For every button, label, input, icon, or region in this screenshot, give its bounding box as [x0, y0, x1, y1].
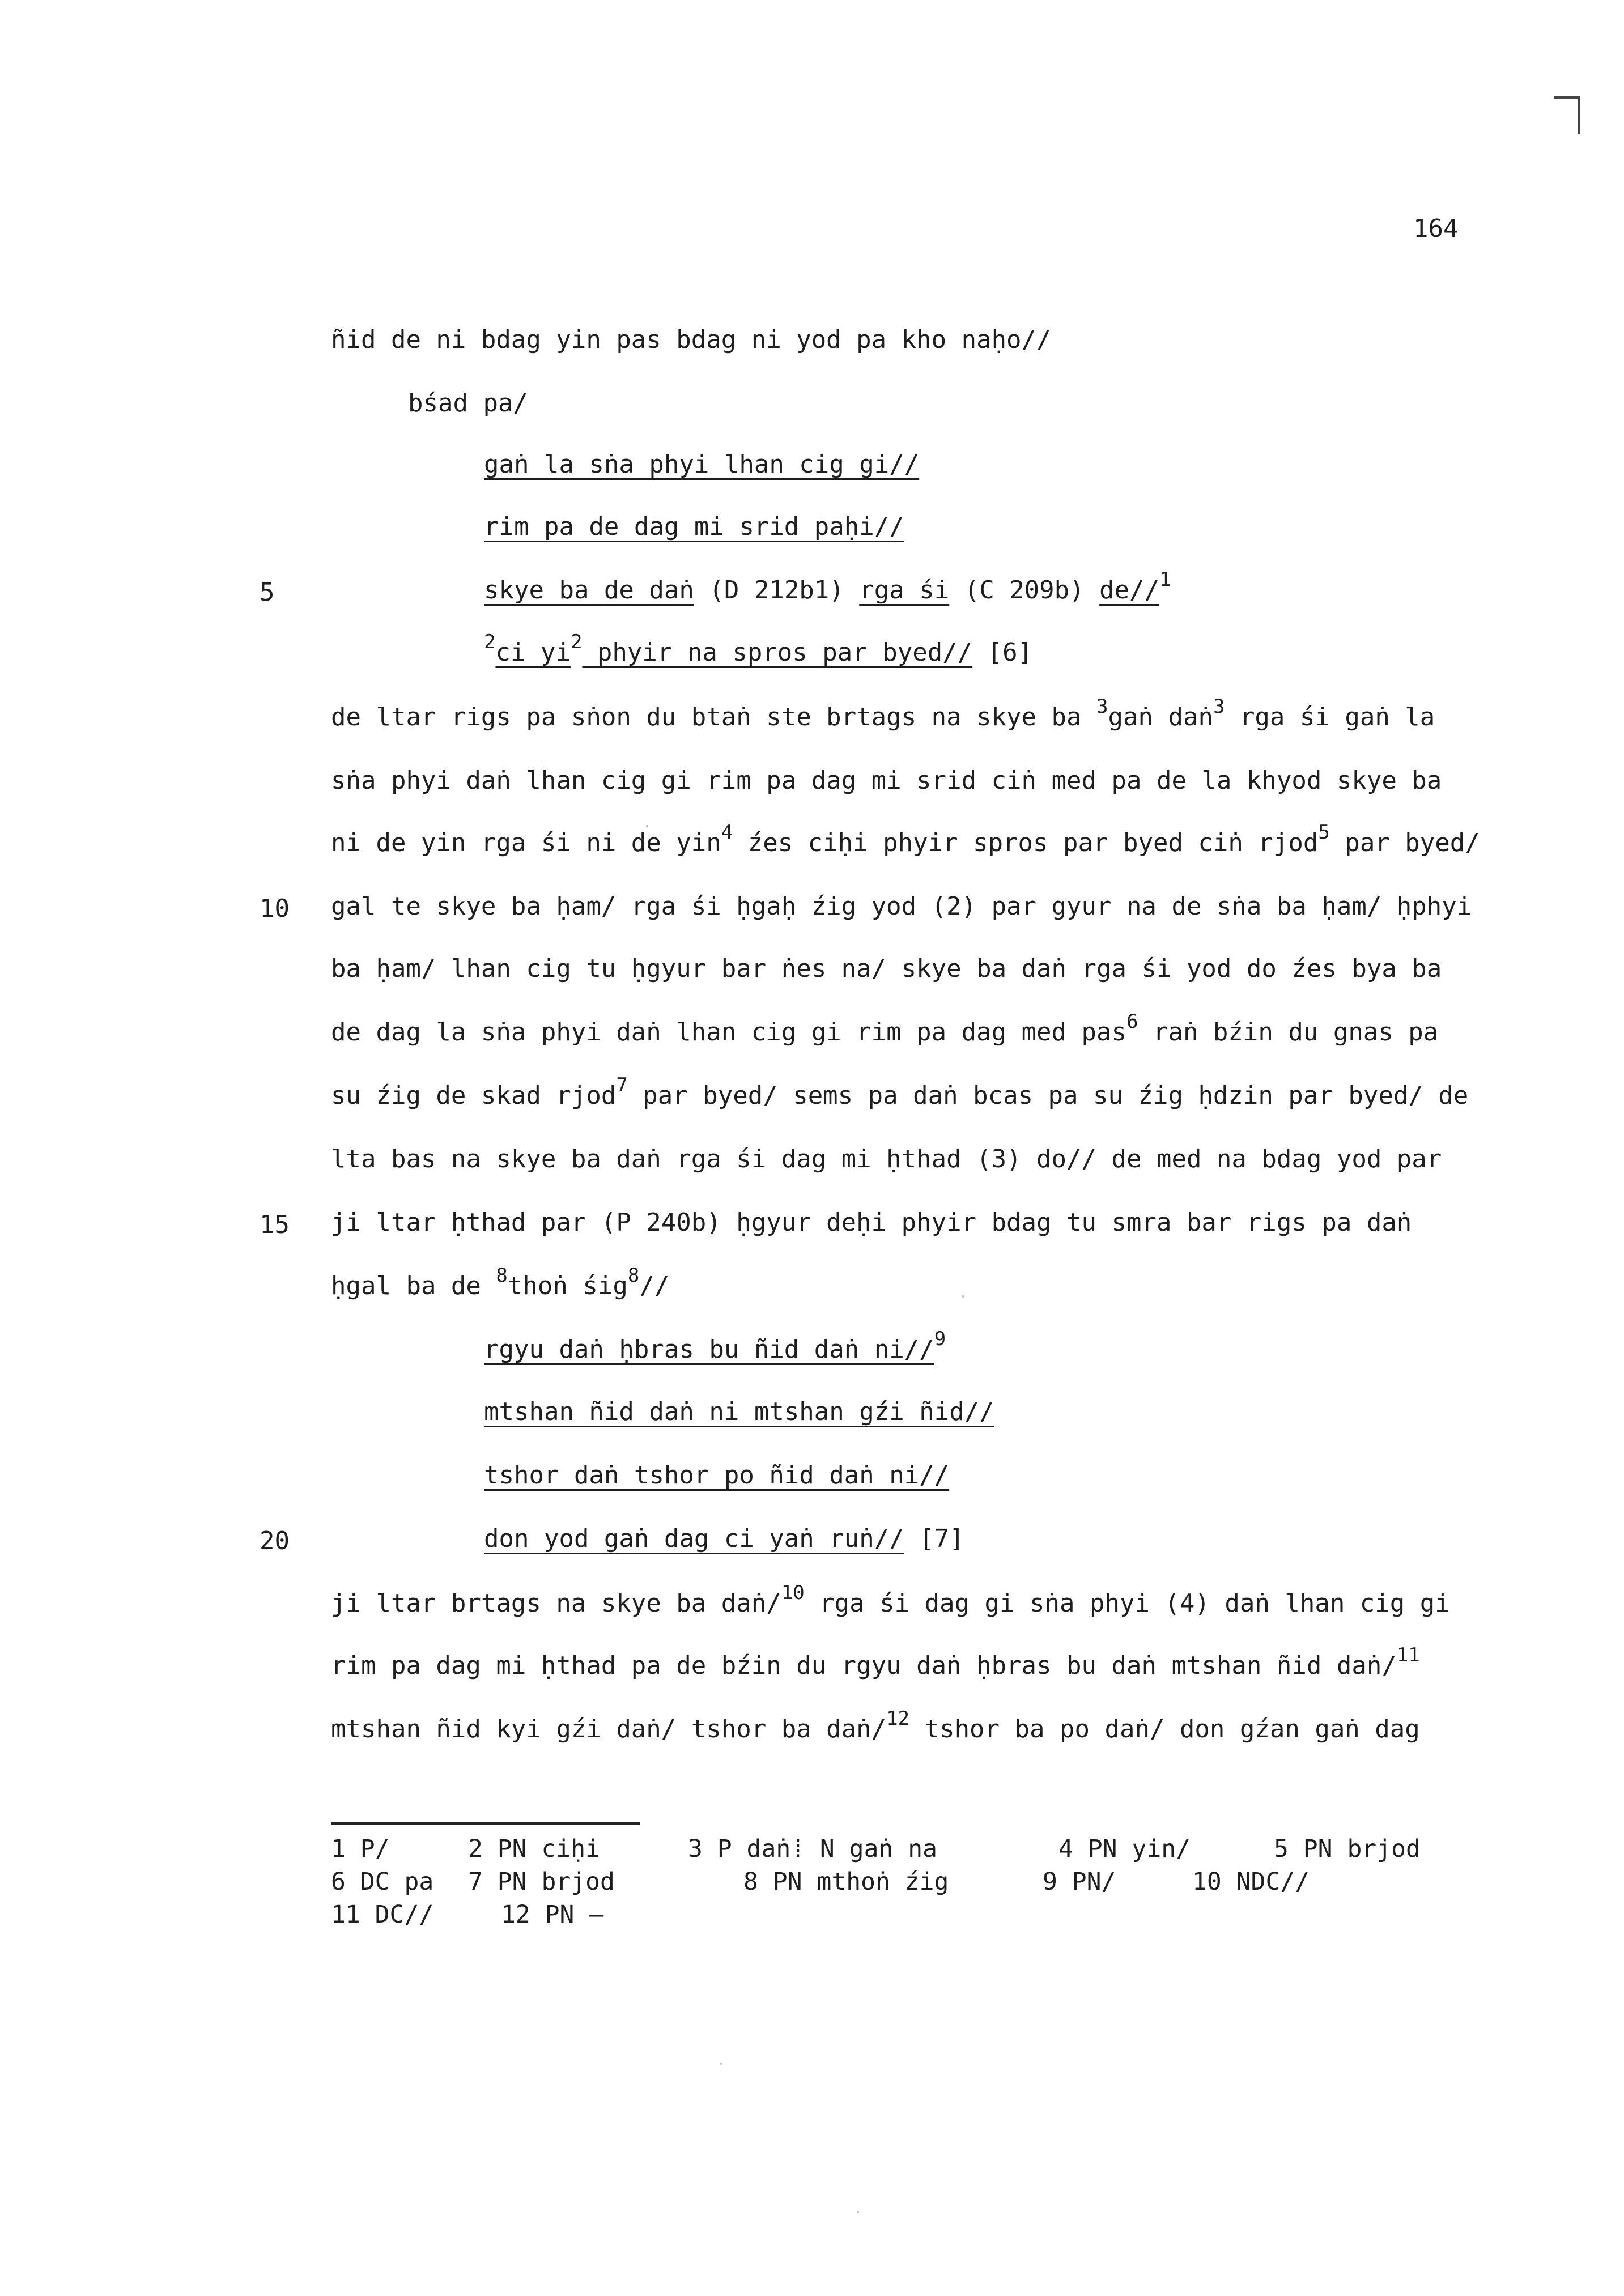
footnote-row	[331, 1900, 604, 2000]
text-line: gal te skye ba ḥam/ rga śi ḥgaḥ źig yod (2) par gyur na de sṅa ba ḥam/ ḥphyi	[331, 892, 1472, 921]
verse-line: rgyu daṅ ḥbras bu ñid daṅ ni//$^9$	[484, 1328, 946, 1364]
verse-line: tshor daṅ tshor po ñid daṅ ni//	[484, 1461, 950, 1490]
footnote-ref: 8	[496, 1264, 508, 1287]
footnote: 5 PN brjod	[1274, 1835, 1421, 1863]
text-line: lta bas na skye ba daṅ rga śi dag mi ḥthad (3) do// de med na bdag yod par	[331, 1145, 1442, 1173]
text-line: ji ltar ḥthad par (P 240b) ḥgyur deḥi phyir bdag tu smra bar rigs pa daṅ	[331, 1208, 1412, 1237]
footnote-ref: 1	[1159, 568, 1171, 591]
text-line: su źig de skad rjod$^7$ par byed/ sems pa daṅ bcas pa su źig ḥdzin par byed/ de	[331, 1074, 1469, 1110]
footnote-ref: 5	[1318, 821, 1330, 844]
footnote-ref: 4	[721, 821, 733, 844]
footnote: 8 PN mthoṅ źig	[743, 1868, 949, 1896]
verse-line: gaṅ la sṅa phyi lhan cig gi//	[484, 450, 920, 479]
footnote-ref: 2	[484, 631, 496, 653]
footnote: 11 DC//	[331, 1900, 434, 1929]
footnote-ref: 11	[1396, 1644, 1420, 1666]
verse-line: mtshan ñid daṅ ni mtshan gźi ñid//	[484, 1397, 994, 1426]
footnote-ref: 9	[934, 1328, 946, 1350]
footnote: 2 PN ciḥi	[468, 1835, 600, 1863]
verse-line: rim pa de dag mi srid paḥi//	[484, 512, 904, 541]
text-line: de dag la sṅa phyi daṅ lhan cig gi rim pa dag med pas$^6$ raṅ bźin du gnas pa	[331, 1010, 1439, 1047]
verse-line: don yod gaṅ dag ci yaṅ ruṅ// [7]	[484, 1524, 964, 1553]
text-line: bśad pa/	[408, 389, 528, 418]
text-line: rim pa dag mi ḥthad pa de bźin du rgyu daṅ ḥbras bu daṅ mtshan ñid daṅ/$^{11}$	[331, 1644, 1420, 1680]
scan-speck	[962, 1295, 964, 1298]
text-line: ni de yin rga śi ni de yin$^4$ źes ciḥi phyir spros par byed ciṅ rjod$^5$ par byed/	[331, 821, 1480, 857]
text-line: ḥgal ba de $^8$thoṅ śig$^8$//	[331, 1264, 670, 1300]
footnote: 9 PN/	[1043, 1868, 1116, 1896]
footnote: 6 DC pa	[331, 1868, 434, 1896]
verse-line: $^2$ci $yi^2$ phyir na spros par byed// [6]	[484, 631, 1033, 667]
footnote-ref: 2	[570, 631, 583, 653]
footnote-ref: 8	[627, 1264, 640, 1287]
footnote: 3 P daṅ⁞ N gaṅ na	[688, 1835, 938, 1863]
text-line: sṅa phyi daṅ lhan cig gi rim pa dag mi srid ciṅ med pa de la khyod skye ba	[331, 766, 1442, 795]
footnote: 10 NDC//	[1192, 1868, 1310, 1896]
footnote-rule	[331, 1822, 640, 1825]
footnote-ref: 12	[886, 1707, 910, 1730]
text-line: ji ltar brtags na skye ba daṅ/$^{10}$ rga śi dag gi sṅa phyi (4) daṅ lhan cig gi	[331, 1581, 1450, 1618]
footnote: 12 PN —	[501, 1900, 604, 1929]
line-number: 20	[260, 1527, 290, 1555]
footnote-ref: 3	[1096, 695, 1108, 718]
footnote-ref: 10	[781, 1581, 805, 1604]
text-line: ba ḥam/ lhan cig tu ḥgyur bar ṅes na/ skye ba daṅ rga śi yod do źes bya ba	[331, 954, 1442, 983]
footnote: 1 P/	[331, 1835, 390, 1863]
text-line: mtshan ñid kyi gźi daṅ/ tshor ba daṅ/$^{12}$ tshor ba po daṅ/ don gźan gaṅ dag	[331, 1707, 1420, 1744]
line-number: 15	[260, 1210, 290, 1239]
page-number: 164	[1413, 214, 1459, 243]
footnote-ref: 3	[1213, 695, 1225, 718]
scan-speck	[646, 825, 648, 827]
line-number: 5	[260, 578, 275, 607]
text-line: ñid de ni bdag yin pas bdag ni yod pa kho naḥo//	[331, 325, 1052, 354]
scan-speck	[857, 2211, 859, 2213]
text-line: de ltar rigs pa sṅon du btaṅ ste brtags na skye ba $^3$gaṅ daṅ$^3$ rga śi gaṅ la	[331, 695, 1435, 732]
verse-line: skye ba de daṅ (D 212b1) rga śi (C 209b) de//$^1$	[484, 568, 1171, 605]
corner-mark	[1554, 96, 1580, 134]
footnote-ref: 7	[616, 1074, 628, 1096]
footnote: 4 PN yin/	[1058, 1835, 1191, 1863]
line-number: 10	[260, 894, 290, 923]
scan-speck	[720, 2063, 722, 2065]
footnote: 7 PN brjod	[468, 1868, 615, 1896]
footnote-ref: 6	[1126, 1010, 1138, 1033]
